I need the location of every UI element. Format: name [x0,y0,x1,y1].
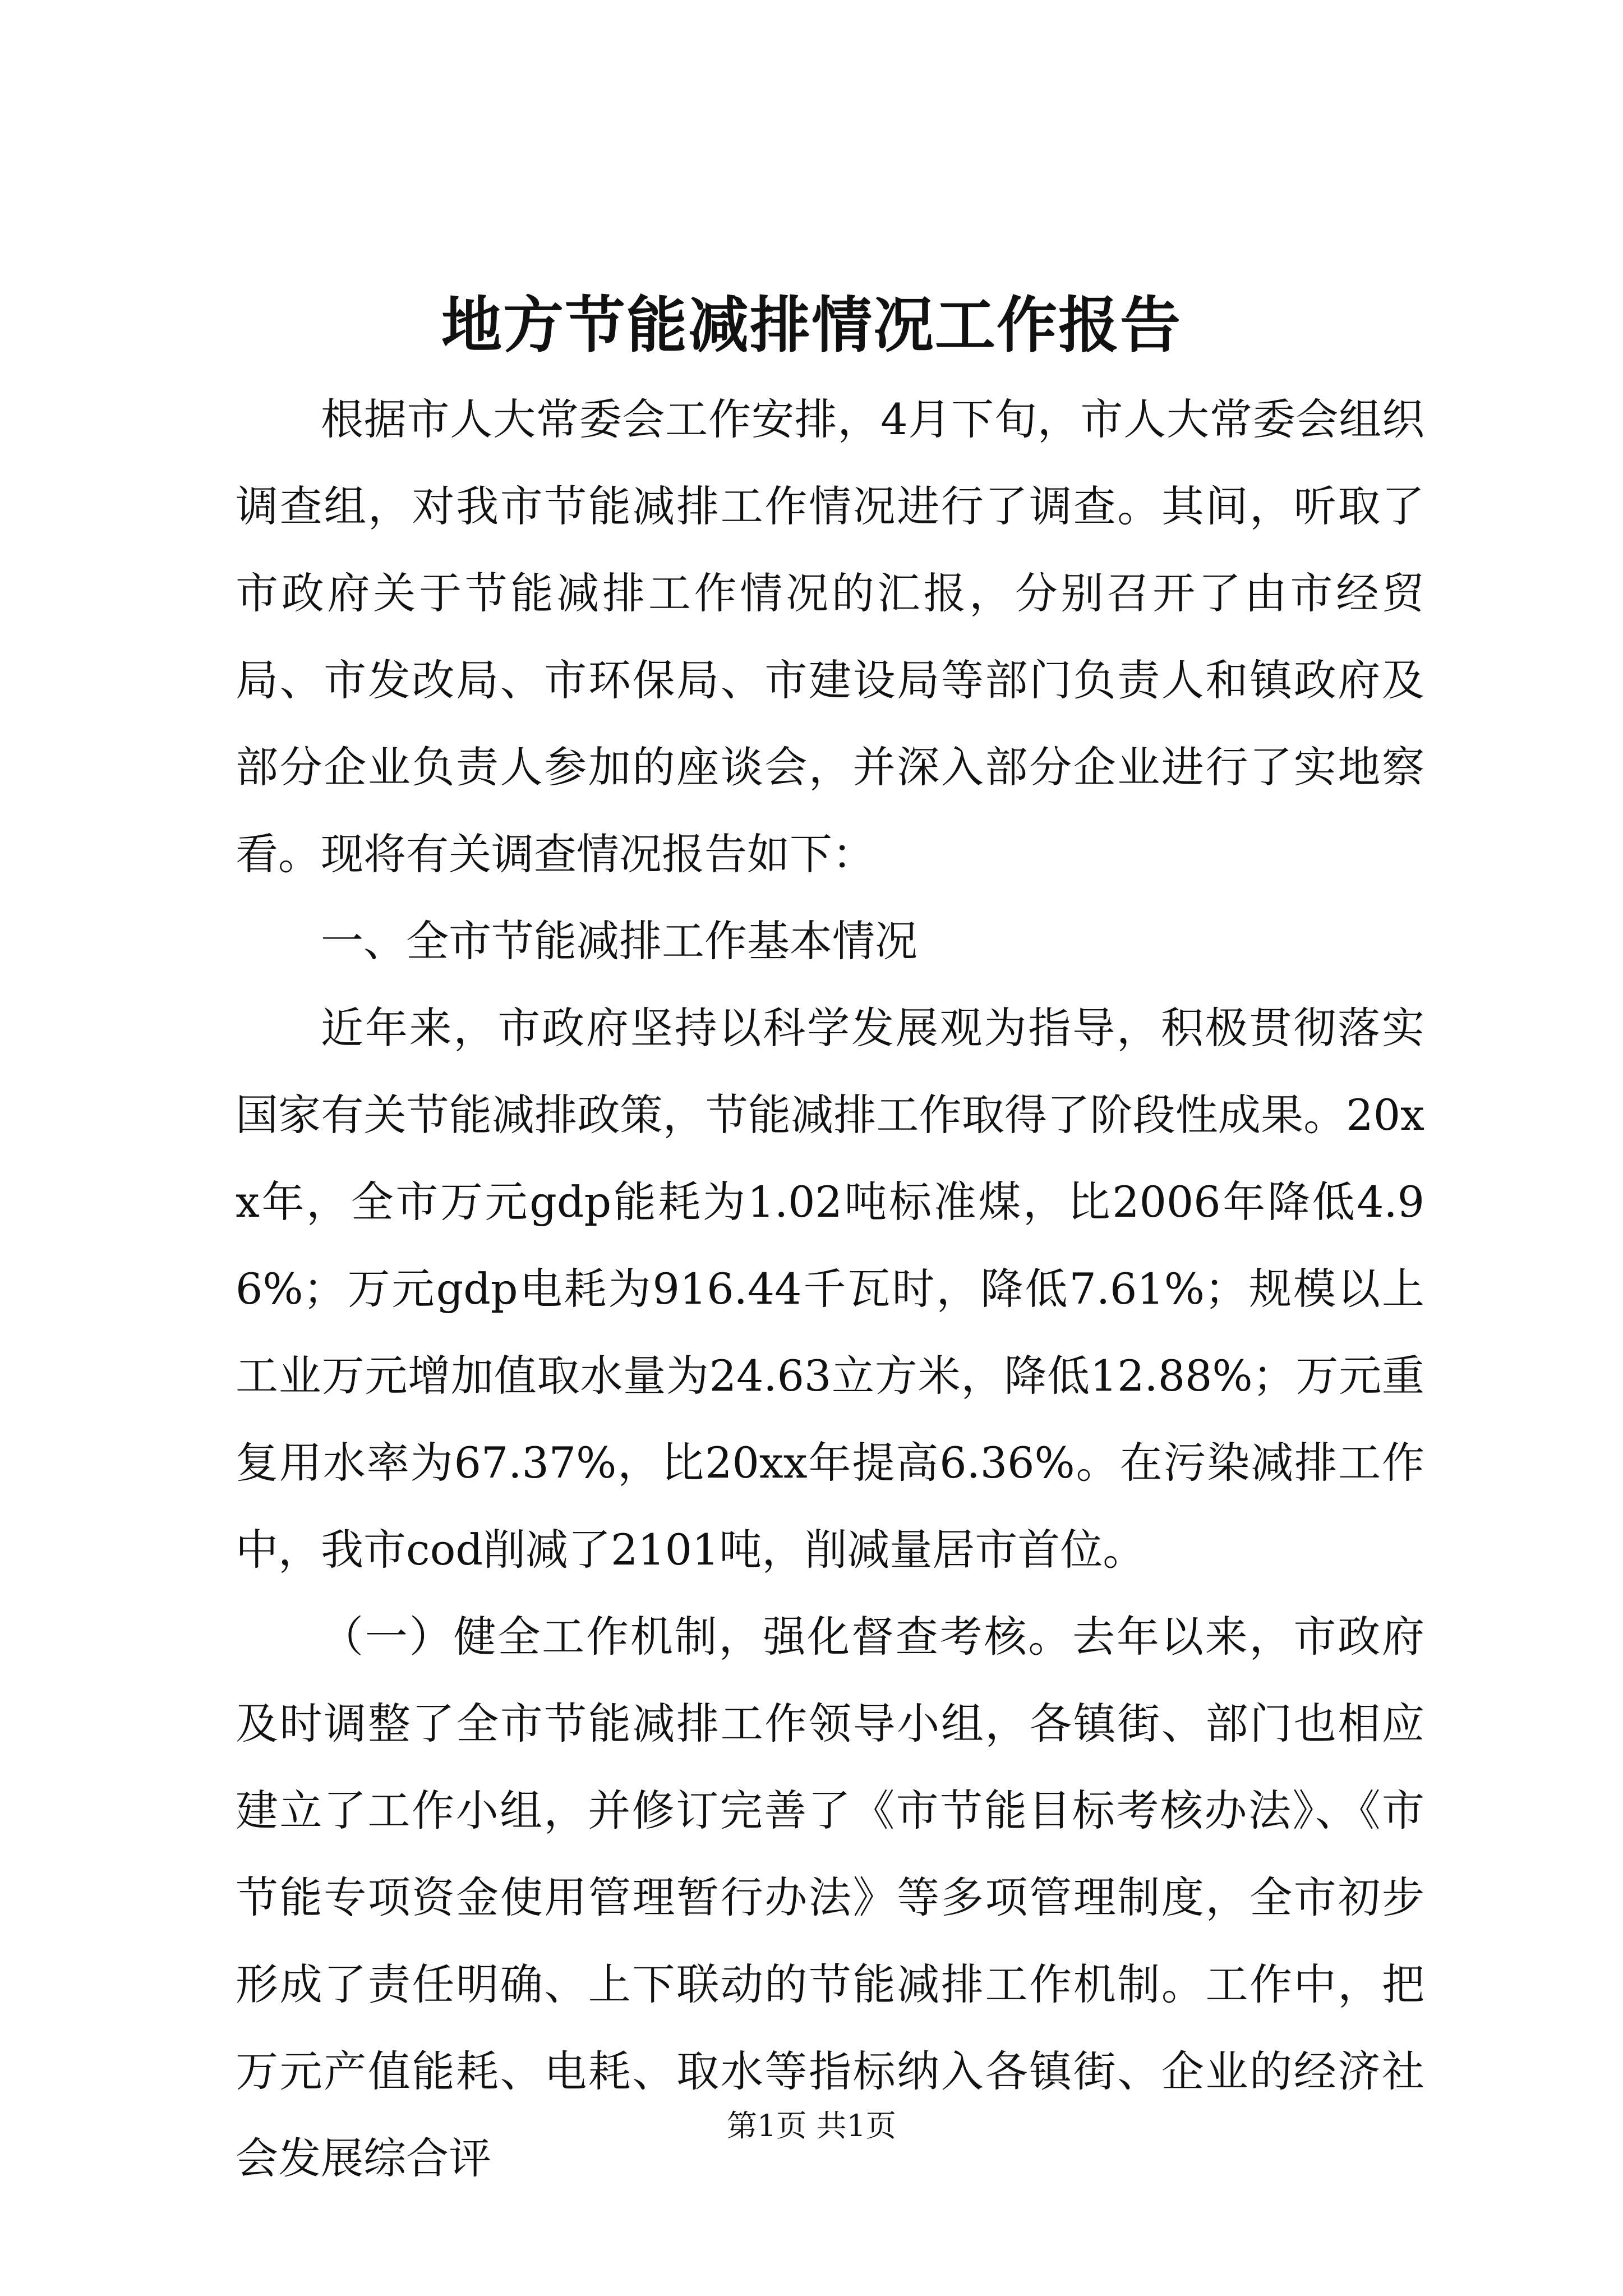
paragraph-intro: 根据市人大常委会工作安排，4月下旬，市人大常委会组织调查组，对我市节能减排工作情况进行了调查。其间，听取了市政府关于节能减排工作情况的汇报，分别召开了由市经贸局、市发改局、市环保局、市建设局等部门负责人和镇政府及部分企业负责人参加的座谈会，并深入部分企业进行了实地察看。现将有关调查情况报告如下： [236,394,1424,879]
section-heading-1: 一、全市节能减排工作基本情况 [321,916,917,966]
paragraph-statistics: 近年来，市政府坚持以科学发展观为指导，积极贯彻落实国家有关节能减排政策，节能减排工作取得了阶段性成果。20xx年，全市万元gdp能耗为1.02吨标准煤，比2006年降低4.96%；万元gdp电耗为916.44千瓦时，降低7.61%；规模以上工业万元增加值取水量为24.63立方米，降低12.88%；万元重复用水率为67.37%，比20xx年提高6.36%。在污染减排工作中，我市cod削减了2101吨，削减量居市首位。 [236,1003,1424,1575]
page-title: 地方节能减排情况工作报告 [441,290,1182,361]
document-body [236,376,1424,2202]
page-footer: 第1页 共1页 [727,2108,896,2143]
paragraph-mechanism: （一）健全工作机制，强化督查考核。去年以来，市政府及时调整了全市节能减排工作领导小组，各镇街、部门也相应建立了工作小组，并修订完善了《市节能目标考核办法》、《市节能专项资金使用管理暂行办法》等多项管理制度，全市初步形成了责任明确、上下联动的节能减排工作机制。工作中，把万元产值能耗、电耗、取水等指标纳入各镇街、企业的经济社会发展综合评 [236,1612,1424,2183]
